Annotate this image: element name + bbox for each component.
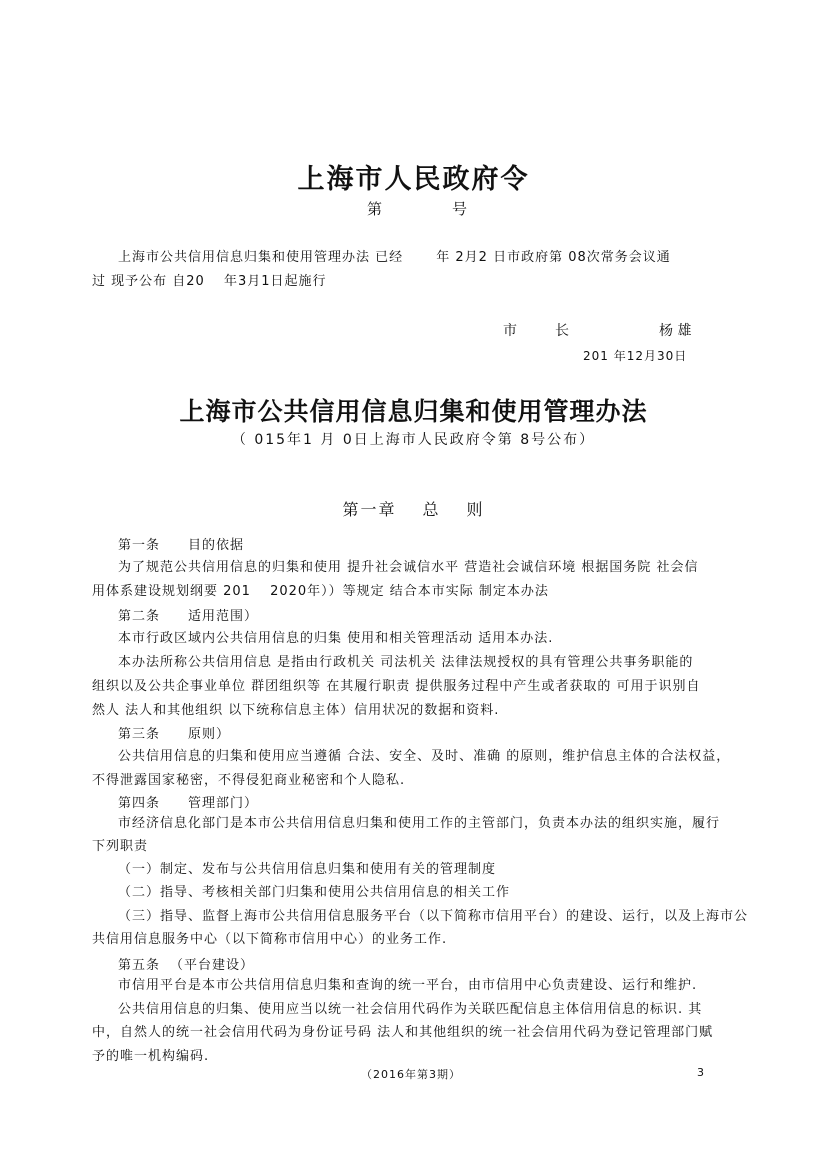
chapter-title-part: 则 bbox=[466, 500, 485, 519]
body-line: 市信用平台是本市公共信用信息归集和查询的统一平台，由市信用中心负责建设、运行和维护. bbox=[118, 978, 698, 993]
article-heading bbox=[118, 723, 230, 742]
article-topic: 管理部门） bbox=[188, 796, 259, 811]
page-number: 3 bbox=[697, 1066, 704, 1079]
article-topic: 适用范围） bbox=[188, 609, 259, 624]
body-line: （一）制定、发布与公共信用信息归集和使用有关的管理制度 bbox=[118, 862, 497, 877]
body-line: 本市行政区域内公共信用信息的归集 使用和相关管理活动 适用本办法. bbox=[118, 631, 554, 646]
regulation-title: 上海市公共信用信息归集和使用管理办法 bbox=[179, 397, 648, 426]
chapter-number: 第一章 bbox=[342, 500, 397, 519]
article-topic: （平台建设） bbox=[170, 958, 255, 973]
body-line: 市经济信息化部门是本市公共信用信息归集和使用工作的主管部门，负责本办法的组织实施，履行 bbox=[118, 816, 721, 831]
chapter-title-part: 总 bbox=[422, 500, 441, 519]
article-heading bbox=[118, 605, 258, 624]
mayor-signature bbox=[503, 320, 691, 340]
body-line: 公共信用信息的归集和使用应当遵循 合法、安全、及时、准确 的原则，维护信息主体的合法权益， bbox=[118, 749, 731, 764]
body-line: （二）指导、考核相关部门归集和使用公共信用信息的相关工作 bbox=[118, 885, 511, 900]
article-heading bbox=[118, 534, 244, 553]
body-line: 不得泄露国家秘密，不得侵犯商业秘密和个人隐私. bbox=[92, 773, 406, 788]
footer-issue: （2016年第3期） bbox=[361, 1068, 461, 1081]
decree-body-line: 上海市公共信用信息归集和使用管理办法 已经 年 2月2 日市政府第 08次常务会议通 bbox=[118, 250, 671, 265]
mayor-name: 杨 雄 bbox=[659, 323, 692, 339]
body-line: 下列职责 bbox=[92, 839, 149, 854]
article-number: 第一条 bbox=[118, 538, 161, 553]
article-number: 第二条 bbox=[118, 609, 161, 624]
article-topic: 目的依据 bbox=[188, 538, 245, 553]
decree-number bbox=[367, 198, 467, 219]
decree-date: 201 年12月30日 bbox=[583, 349, 688, 363]
body-line: 予的唯一机构编码. bbox=[92, 1049, 210, 1064]
article-number: 第五条 bbox=[118, 958, 161, 973]
body-line: 然人 法人和其他组织 以下统称信息主体）信用状况的数据和资料. bbox=[92, 703, 500, 718]
body-line: 为了规范公共信用信息的归集和使用 提升社会诚信水平 营造社会诚信环境 根据国务院 社会信 bbox=[118, 560, 699, 575]
body-line: 用体系建设规划纲要 201 2020年））等规定 结合本市实际 制定本办法 bbox=[92, 584, 549, 599]
article-heading bbox=[118, 954, 254, 973]
chapter-heading bbox=[0, 497, 827, 520]
article-number: 第四条 bbox=[118, 796, 161, 811]
article-heading bbox=[118, 792, 258, 811]
article-number: 第三条 bbox=[118, 727, 161, 742]
body-line: 组织以及公共企事业单位 群团组织等 在其履行职责 提供服务过程中产生或者获取的 可用于识别自 bbox=[92, 679, 701, 694]
article-topic: 原则） bbox=[188, 727, 231, 742]
decree-body-line: 过 现予公布 自20 年3月1日起施行 bbox=[92, 274, 327, 289]
decree-number-prefix: 第 bbox=[367, 200, 383, 218]
body-line: 中，自然人的统一社会信用代码为身份证号码 法人和其他组织的统一社会信用代码为登记管理部门赋 bbox=[92, 1025, 714, 1040]
body-line: 共信用信息服务中心（以下简称市信用中心）的业务工作. bbox=[92, 932, 448, 947]
mayor-label: 市 bbox=[503, 323, 517, 339]
decree-title: 上海市人民政府令 bbox=[297, 164, 530, 195]
mayor-label: 长 bbox=[555, 323, 569, 339]
body-line: 公共信用信息的归集、使用应当以统一社会信用代码作为关联匹配信息主体信用信息的标识. 其 bbox=[118, 1002, 703, 1017]
body-line: （三）指导、监督上海市公共信用信息服务平台（以下简称市信用平台）的建设、运行，以及上海市公 bbox=[118, 909, 749, 924]
body-line: 本办法所称公共信用信息 是指由行政机关 司法机关 法律法规授权的具有管理公共事务职能的 bbox=[118, 655, 694, 670]
decree-number-suffix: 号 bbox=[452, 200, 468, 218]
regulation-subtitle: （ 015年1 月 0日上海市人民政府令第 8号公布） bbox=[231, 432, 596, 448]
